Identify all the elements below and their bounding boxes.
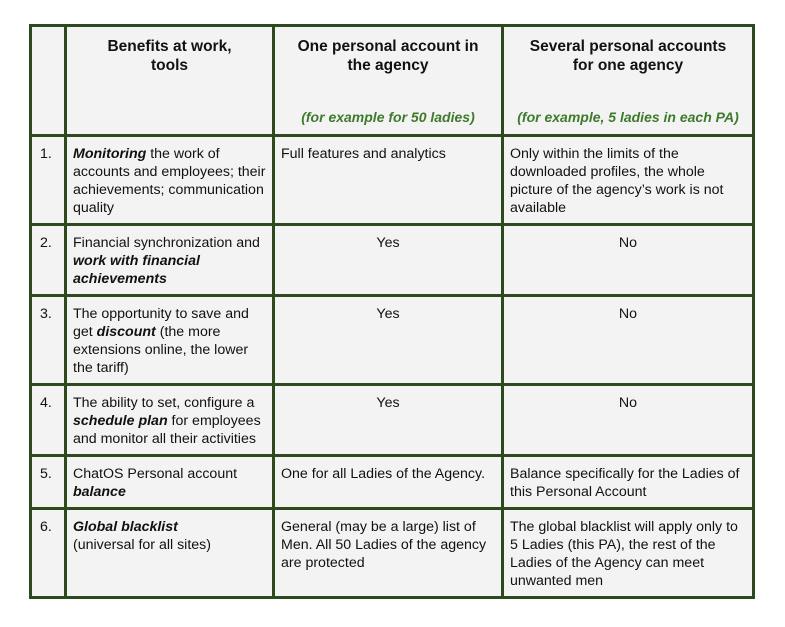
comparison-table — [29, 24, 755, 599]
benefit-cell — [66, 296, 274, 385]
header-several-accounts-sub: (for example, 5 ladies in each PA) — [517, 109, 739, 125]
benefit-emphasis: discount — [96, 324, 156, 340]
table-row — [31, 225, 754, 296]
benefit-emphasis: Monitoring — [73, 146, 147, 162]
header-one-account — [274, 26, 503, 136]
header-several-accounts — [503, 26, 754, 136]
benefit-cell — [66, 225, 274, 296]
benefit-emphasis: balance — [73, 484, 126, 500]
header-one-account-sub: (for example for 50 ladies) — [301, 109, 475, 125]
header-number-cell — [31, 26, 66, 136]
header-one-account-label: One personal account in the agency — [297, 38, 479, 74]
benefit-text: for employees and monitor all their activities — [73, 413, 261, 447]
benefit-emphasis: work with financial achievements — [73, 253, 200, 287]
benefit-cell — [66, 456, 274, 509]
one-account-cell: Yes — [274, 296, 503, 385]
several-accounts-cell: No — [503, 385, 754, 456]
row-number: 3. — [31, 296, 66, 385]
one-account-cell: Full features and analytics — [274, 136, 503, 225]
header-row — [31, 26, 754, 136]
several-accounts-cell: The global blacklist will apply only to 5 Ladies (this PA), the rest of the Ladies of the Agency can meet unwanted men — [503, 509, 754, 598]
benefit-text: the work of accounts and employees; their achievements; communication quality — [73, 146, 266, 216]
one-account-cell: Yes — [274, 225, 503, 296]
benefit-text: (the more extensions online, the lower the tariff) — [73, 324, 249, 376]
several-accounts-cell: Balance specifically for the Ladies of this Personal Account — [503, 456, 754, 509]
benefit-text: ChatOS Personal account — [73, 466, 238, 482]
several-accounts-cell: Only within the limits of the downloaded profiles, the whole picture of the agency’s work is not available — [503, 136, 754, 225]
table-row — [31, 385, 754, 456]
several-accounts-cell: No — [503, 225, 754, 296]
benefit-cell — [66, 385, 274, 456]
row-number: 5. — [31, 456, 66, 509]
row-number: 1. — [31, 136, 66, 225]
header-benefits — [66, 26, 274, 136]
row-number: 4. — [31, 385, 66, 456]
header-benefits-label: Benefits at work, tools — [107, 38, 232, 74]
one-account-cell: Yes — [274, 385, 503, 456]
several-accounts-cell: No — [503, 296, 754, 385]
table-row — [31, 456, 754, 509]
benefit-text: The ability to set, configure a — [73, 395, 255, 411]
one-account-cell: General (may be a large) list of Men. All 50 Ladies of the agency are protected — [274, 509, 503, 598]
benefit-text: (universal for all sites) — [73, 537, 211, 553]
one-account-cell: One for all Ladies of the Agency. — [274, 456, 503, 509]
benefit-emphasis: Global blacklist — [73, 519, 178, 535]
benefit-text: The opportunity to save and get — [73, 306, 249, 340]
table-row — [31, 509, 754, 598]
table-row — [31, 136, 754, 225]
comparison-table-wrapper — [29, 24, 755, 599]
row-number: 2. — [31, 225, 66, 296]
benefit-emphasis: schedule plan — [73, 413, 168, 429]
row-number: 6. — [31, 509, 66, 598]
table-row — [31, 296, 754, 385]
benefit-cell — [66, 136, 274, 225]
benefit-cell — [66, 509, 274, 598]
header-several-accounts-label: Several personal accounts for one agency — [529, 38, 727, 74]
benefit-text: Financial synchronization and — [73, 235, 260, 251]
